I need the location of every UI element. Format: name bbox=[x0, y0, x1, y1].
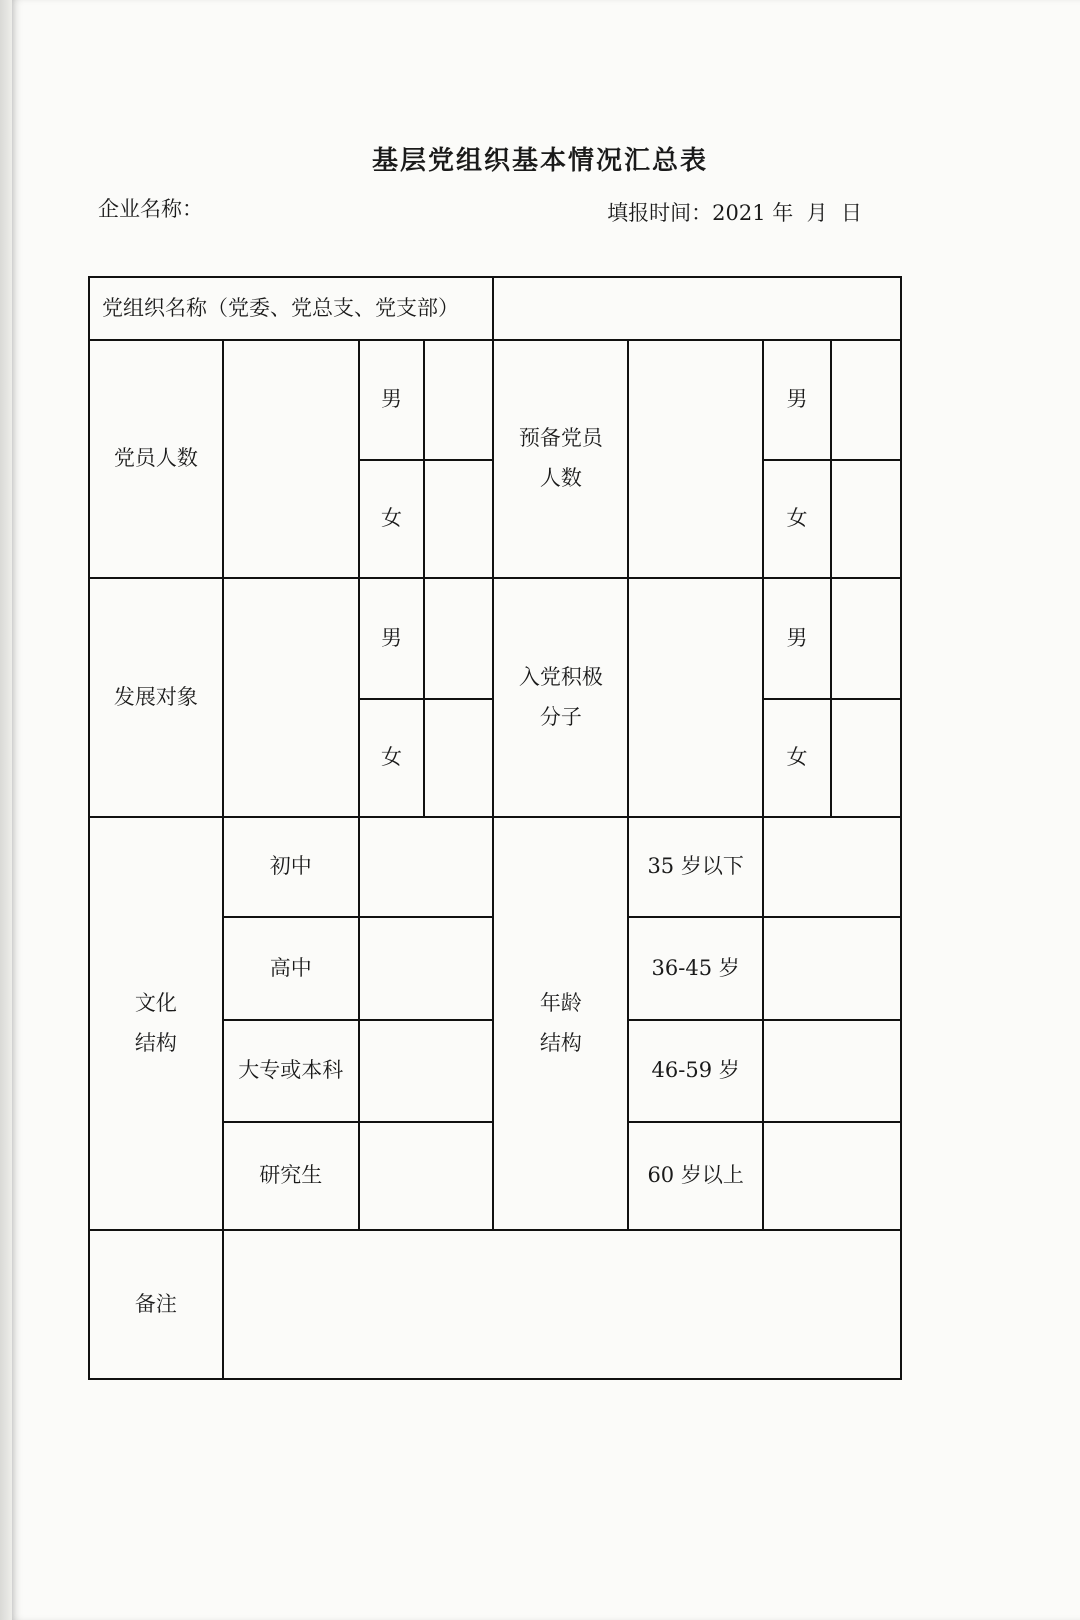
probationary-male-cell[interactable] bbox=[831, 340, 901, 460]
org-name-label: 党组织名称（党委、党总支、党支部） bbox=[89, 277, 493, 340]
age-group-label: 46-59 岁 bbox=[628, 1020, 763, 1122]
development-male-cell[interactable] bbox=[424, 578, 493, 698]
age-group-cell[interactable] bbox=[763, 817, 901, 917]
party-members-female-label: 女 bbox=[359, 460, 425, 578]
activists-female-cell[interactable] bbox=[831, 699, 901, 817]
party-members-row-male bbox=[89, 340, 901, 460]
activists-male-label: 男 bbox=[763, 578, 831, 698]
activists-total-cell[interactable] bbox=[628, 578, 763, 816]
probationary-female-cell[interactable] bbox=[831, 460, 901, 578]
fill-date-label: 填报时间：2021 年 月 日 bbox=[607, 201, 862, 225]
probationary-members-label bbox=[493, 340, 628, 578]
age-label-line2: 结构 bbox=[539, 1030, 582, 1055]
document-title: 基层党组织基本情况汇总表 bbox=[371, 146, 708, 176]
org-name-cell[interactable] bbox=[493, 277, 901, 340]
party-members-male-cell[interactable] bbox=[424, 340, 493, 460]
education-label-line2: 结构 bbox=[134, 1030, 177, 1055]
party-members-total-cell[interactable] bbox=[223, 340, 359, 578]
page-edge bbox=[0, 0, 12, 1620]
age-group-cell[interactable] bbox=[763, 917, 901, 1021]
development-male-label: 男 bbox=[359, 578, 425, 698]
remarks-label: 备注 bbox=[89, 1230, 223, 1379]
activists-label-line1: 入党积极 bbox=[518, 664, 603, 689]
party-members-label: 党员人数 bbox=[89, 340, 223, 578]
age-label-line1: 年龄 bbox=[539, 990, 582, 1015]
education-structure-label bbox=[89, 817, 223, 1230]
education-level-label: 研究生 bbox=[223, 1122, 359, 1230]
remarks-row bbox=[89, 1230, 901, 1379]
age-structure-label bbox=[493, 817, 628, 1230]
education-level-label: 初中 bbox=[223, 817, 359, 917]
structure-row-1 bbox=[89, 817, 901, 917]
development-targets-label: 发展对象 bbox=[89, 578, 223, 816]
development-female-cell[interactable] bbox=[424, 699, 493, 817]
age-group-label: 35 岁以下 bbox=[628, 817, 763, 917]
education-level-cell[interactable] bbox=[359, 1122, 494, 1230]
activists-label-line2: 分子 bbox=[539, 704, 582, 729]
education-level-label: 大专或本科 bbox=[223, 1020, 359, 1122]
development-targets-total-cell[interactable] bbox=[223, 578, 359, 816]
age-group-label: 60 岁以上 bbox=[628, 1122, 763, 1230]
activists-female-label: 女 bbox=[763, 699, 831, 817]
probationary-male-label: 男 bbox=[763, 340, 831, 460]
education-level-cell[interactable] bbox=[359, 817, 494, 917]
development-row-male bbox=[89, 578, 901, 698]
probationary-members-total-cell[interactable] bbox=[628, 340, 763, 578]
remarks-cell[interactable] bbox=[223, 1230, 901, 1379]
education-level-cell[interactable] bbox=[359, 1020, 494, 1122]
education-level-label: 高中 bbox=[223, 917, 359, 1021]
education-level-cell[interactable] bbox=[359, 917, 494, 1021]
age-group-cell[interactable] bbox=[763, 1122, 901, 1230]
summary-table bbox=[88, 276, 902, 1380]
age-group-cell[interactable] bbox=[763, 1020, 901, 1122]
probationary-label-line1: 预备党员 bbox=[518, 426, 603, 451]
age-group-label: 36-45 岁 bbox=[628, 917, 763, 1021]
education-label-line1: 文化 bbox=[134, 990, 177, 1015]
party-members-male-label: 男 bbox=[359, 340, 425, 460]
probationary-female-label: 女 bbox=[763, 460, 831, 578]
activists-label bbox=[493, 578, 628, 816]
company-name-label: 企业名称： bbox=[98, 197, 203, 221]
development-female-label: 女 bbox=[359, 699, 425, 817]
probationary-label-line2: 人数 bbox=[539, 466, 582, 491]
org-name-row bbox=[89, 277, 901, 340]
activists-male-cell[interactable] bbox=[831, 578, 901, 698]
party-members-female-cell[interactable] bbox=[424, 460, 493, 578]
